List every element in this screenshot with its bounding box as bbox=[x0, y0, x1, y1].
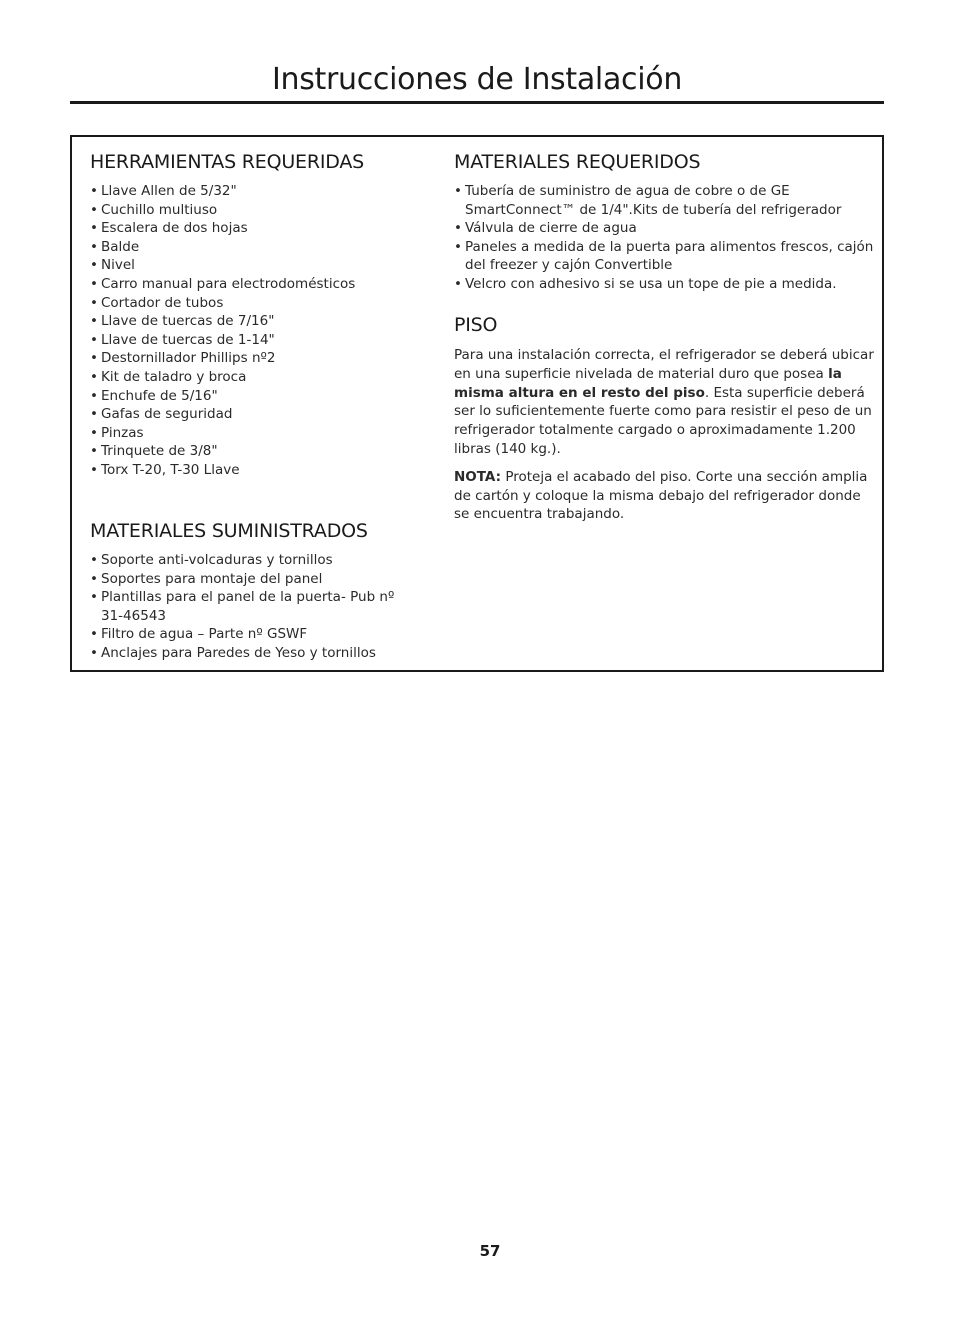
piso-paragraph bbox=[454, 346, 876, 459]
herramientas-section bbox=[90, 151, 364, 480]
title-divider bbox=[70, 101, 884, 104]
requeridos-list bbox=[454, 182, 876, 294]
list-item: • Anclajes para Paredes de Yeso y tornillos bbox=[90, 644, 420, 663]
list-item: • Enchufe de 5/16" bbox=[90, 387, 364, 406]
list-item: • Carro manual para electrodomésticos bbox=[90, 275, 364, 294]
requeridos-section bbox=[454, 151, 876, 294]
piso-text-end: . Esta superficie deberá ser lo suficientemente fuerte como para resistir el peso de un refrigerador totalmente cargado o aproximadamente 1.200 libras (140 kg.). bbox=[454, 384, 872, 457]
nota-text: Proteja el acabado del piso. Corte una sección amplia de cartón y coloque la misma debajo del refrigerador donde se encuentra trabajando. bbox=[454, 468, 868, 523]
list-item: • Kit de taladro y broca bbox=[90, 368, 364, 387]
list-item: • Cuchillo multiuso bbox=[90, 201, 364, 220]
piso-text-bold: la misma altura en el resto del piso bbox=[454, 365, 842, 401]
page-number: 57 bbox=[479, 1242, 501, 1260]
herramientas-heading: HERRAMIENTAS REQUERIDAS bbox=[90, 151, 364, 173]
list-item: • Destornillador Phillips nº2 bbox=[90, 349, 364, 368]
piso-section bbox=[454, 314, 876, 524]
list-item: • Trinquete de 3/8" bbox=[90, 442, 364, 461]
piso-text-start: Para una instalación correcta, el refrigerador se deberá ubicar en una superficie nivelada de material duro que posea bbox=[454, 347, 874, 382]
nota-paragraph bbox=[454, 468, 876, 524]
page-title: Instrucciones de Instalación bbox=[271, 62, 683, 97]
list-item: • Paneles a medida de la puerta para alimentos frescos, cajón del freezer y cajón Convertible bbox=[454, 238, 876, 275]
list-item: • Llave de tuercas de 1-14" bbox=[90, 331, 364, 350]
list-item: • Filtro de agua – Parte nº GSWF bbox=[90, 625, 420, 644]
list-item: • Llave de tuercas de 7/16" bbox=[90, 312, 364, 331]
list-item: • Pinzas bbox=[90, 424, 364, 443]
list-item: • Tubería de suministro de agua de cobre o de GE SmartConnect™ de 1/4".Kits de tubería del refrigerador bbox=[454, 182, 876, 219]
list-item: • Soporte anti-volcaduras y tornillos bbox=[90, 551, 420, 570]
list-item: • Balde bbox=[90, 238, 364, 257]
list-item: • Escalera de dos hojas bbox=[90, 219, 364, 238]
list-item: • Nivel bbox=[90, 256, 364, 275]
suministrados-list bbox=[90, 551, 420, 663]
list-item: • Torx T-20, T-30 Llave bbox=[90, 461, 364, 480]
nota-label: NOTA: bbox=[454, 468, 502, 485]
suministrados-section bbox=[90, 520, 420, 663]
list-item: • Cortador de tubos bbox=[90, 294, 364, 313]
requeridos-heading: MATERIALES REQUERIDOS bbox=[454, 151, 701, 173]
list-item: • Soportes para montaje del panel bbox=[90, 570, 420, 589]
list-item: • Plantillas para el panel de la puerta- Pub nº 31-46543 bbox=[90, 588, 420, 625]
list-item: • Velcro con adhesivo si se usa un tope de pie a medida. bbox=[454, 275, 876, 294]
list-item: • Válvula de cierre de agua bbox=[454, 219, 876, 238]
content-box bbox=[70, 135, 884, 672]
suministrados-heading: MATERIALES SUMINISTRADOS bbox=[90, 520, 368, 542]
list-item: • Llave Allen de 5/32" bbox=[90, 182, 364, 201]
herramientas-list bbox=[90, 182, 364, 480]
list-item: • Gafas de seguridad bbox=[90, 405, 364, 424]
piso-heading: PISO bbox=[454, 314, 498, 336]
